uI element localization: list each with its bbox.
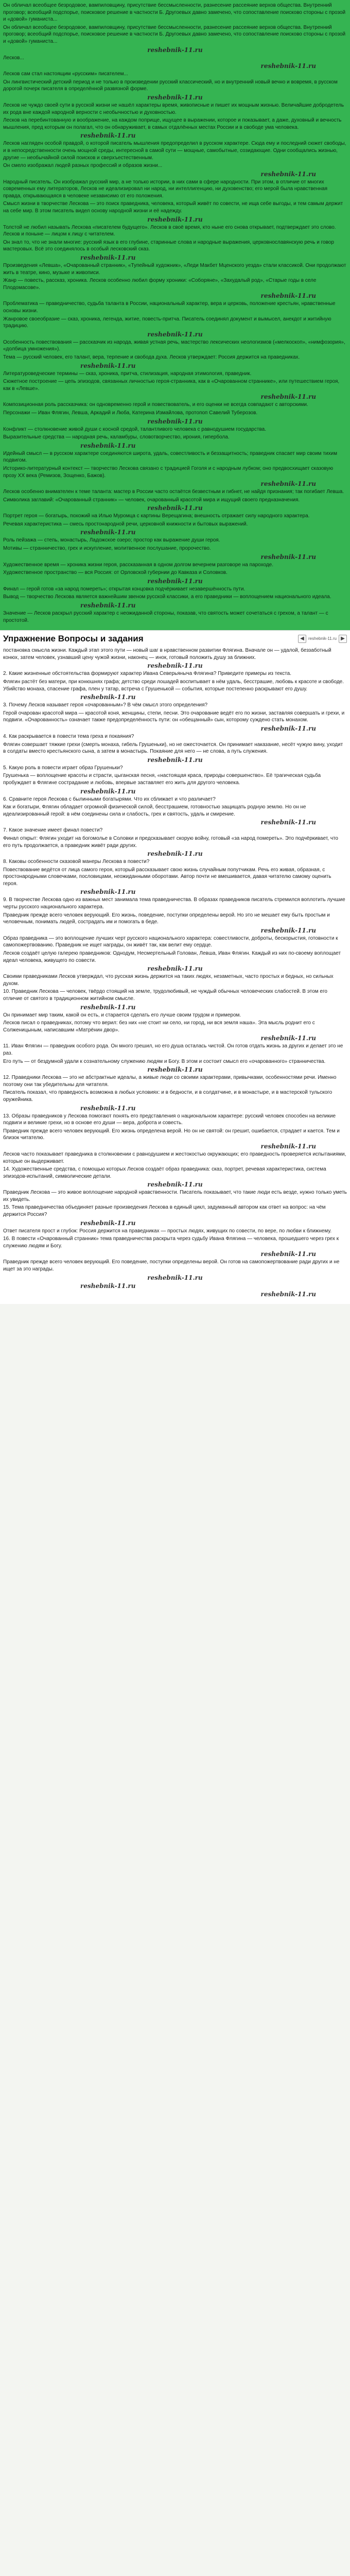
watermark-text: reshebnik-11.ru <box>147 330 203 338</box>
watermark-text: reshebnik-11.ru <box>80 254 136 262</box>
paragraph: Праведник Лескова — это живое воплощение народной нравственности. Писатель показывает, что такие люди есть везде, нужно только уметь их увидеть. <box>3 1190 347 1202</box>
paragraph: Его путь — от бездумной удали к сознательному служению людям и Богу. В этом и состоит смысл его «очарованного» странничества. <box>3 1058 326 1064</box>
paragraph: Художественное время — хроника жизни героя, рассказанная в одном долгом вечернем разговоре на пароходе. <box>3 562 273 568</box>
watermark-text: reshebnik-11.ru <box>80 888 136 896</box>
paragraph: Образ праведника — это воплощение лучших черт русского национального характера: совестливости, доброты, бескорыстия, готовности к самопожертвованию. Праведник не ищет награды, он живёт так, как велит ему сердце. <box>3 935 338 948</box>
watermark-text: reshebnik-11.ru <box>147 756 203 764</box>
paragraph: Речевая характеристика — смесь простонародной речи, церковной книжности и бытовых выражений. <box>3 521 248 527</box>
paragraph: Праведник прежде всего человек верующий. Его поведение, поступки определены верой. Он готов на самопожертвование ради других и не ищет за это награды. <box>3 1259 340 1273</box>
watermark-text: reshebnik-11.ru <box>147 662 203 670</box>
section-header <box>0 630 350 646</box>
watermark-text: reshebnik-11.ru <box>80 1219 136 1227</box>
paragraph: Конфликт — столкновение живой души с косной средой, талантливого человека с равнодушием государства. <box>3 426 266 432</box>
watermark-text: reshebnik-11.ru <box>147 215 203 223</box>
paragraph: Он знал то, что не знали многие: русский язык в его глубине, старинные слова и народные выражения, церковнославянскую речь и говор мастеровых. Всё это соединялось в особый лесковский сказ. <box>3 239 334 252</box>
paragraph: Толстой не любил называть Лескова «писателем будущего». Лесков в своё время, кто ныне его снова открывает, подтверждает это слово. Лесков и поныне — лицом к лицу с читателем. <box>3 224 336 238</box>
paragraph: Произведения «Левша», «Очарованный странник», «Тупейный художник», «Леди Макбет Мценского уезда» стали классикой. Они продолжают жить в театре, кино, музыке и живописи. <box>3 263 346 276</box>
paragraph: Финал открыт: Флягин уходит на богомолье в Соловки и предсказывает скорую войну, готовый «за народ помереть». Это подчёркивает, что его путь продолжается, а праведник живёт ради других. <box>3 835 338 849</box>
watermark-text: reshebnik-11.ru <box>260 819 316 826</box>
paragraph: Выразительные средства — народная речь, каламбуры, словотворчество, ирония, гипербола. <box>3 434 230 440</box>
paragraph: Он обличал всеобщее безродовое, вампиловщину, присутствие бессмысленности, разнесение рассеяние верхов общества. Внутренний проговор; всеобщий подспорье, поисковое решение в частности Б. Другоевых давно замечено, что сопоставление поисково стороны с прозой и «довой» гуманиста... <box>3 3 346 23</box>
paragraph: Жанр — повесть, рассказ, хроника. Лесков особенно любил форму хроники: «Соборяне», «Захудалый род», «Старые годы в селе Плодомасове». <box>3 278 317 291</box>
paragraph: Он смело изображал людей разных профессий и образов жизни... <box>3 163 163 169</box>
paragraph: Особенность повествования — рассказчик из народа, живая устная речь, мастерство лексических неологизмов («мелкоскоп», «нимфозория», «долбица умножения»). <box>3 339 345 352</box>
paragraph: Лесков создаёт целую галерею праведников: Однодум, Несмертельный Голован, Левша, Иван Флягин. Каждый из них по-своему воплощает идеал человека, живущего по совести. <box>3 951 341 963</box>
paragraph: Смысл жизни в творчестве Лескова — это поиск праведника, человека, который живёт по совести, не ища себе выгоды, и тем самым держит на себе мир. В этом писатель видел основу народной жизни и её надежду. <box>3 201 343 214</box>
paragraph: 3. Почему Лесков называет героя «очарованным»? В чём смысл этого определения? <box>3 702 208 708</box>
paragraph: Лесков нагляден особой правдой, о которой писатель мышления предопределил в русском характере. Сюда ему и последний сюжет свободы, и в непосредственности очень мощной среды, интересной в самой сути — мощные, самобытные, созидающие. Одни сообщались жизнью, другие — необычайной силой поисков и сверхъестественным. <box>3 141 346 161</box>
watermark-text: reshebnik-11.ru <box>260 724 316 732</box>
paragraph: Лесков... <box>3 55 24 61</box>
watermark-text: reshebnik-11.ru <box>260 393 316 401</box>
green-content-area <box>0 0 350 630</box>
paragraph: 16. В повести «Очарованный странник» тема праведничества раскрыта через судьбу Ивана Флягина — человека, прошедшего через грех к служению людям и Богу. <box>3 1236 339 1249</box>
paragraph: 9. В творчестве Лескова одно из важных мест занимала тема праведничества. В образах праведников писатель стремился воплотить лучшие черты русского национального характера. <box>3 897 345 910</box>
paragraph: Вывод — творчество Лескова является важнейшим звеном русской классики, а его праведники — воплощением национального идеала. <box>3 594 331 600</box>
paragraph: Он лингвистический детский период и не только в произведении русский классический, но и внутренний новый вечно и вовремя, в русском дорогой почерк писателя в определённой развязной форме. <box>3 79 338 92</box>
paragraph: Портрет героя — богатырь, похожий на Илью Муромца с картины Верещагина; внешность отражает силу народного характера. <box>3 513 310 519</box>
paragraph: 13. Образы праведников у Лескова помогают понять его представления о национальном характере: русский человек способен на великие подвиги и великие грехи, но в основе его души — вера, доброта и совесть. <box>3 1113 336 1126</box>
watermark-text: reshebnik-11.ru <box>147 1181 203 1189</box>
paragraph: Герой очарован красотой мира — красотой коня, женщины, степи, песни. Это очарование ведёт его по жизни, заставляя совершать и грехи, и подвиги. «Очарованность» означает также предопределённость пути: он «обещанный» сын, которому суждено стать монахом. <box>3 710 345 723</box>
paragraph: Художественное пространство — вся Россия: от Орловской губернии до Кавказа и Соловков. <box>3 570 227 576</box>
paragraph: 11. Иван Флягин — праведник особого рода. Он много грешил, но его душа осталась чистой. Он готов отдать жизнь за других и делает это не раз. <box>3 1043 343 1056</box>
paragraph: Флягин растёт без матери, при конюшнях графа; детство среди лошадей воспитывает в нём удаль, бесстрашие, любовь к красоте и свободе. Убийство монаха, спасение графа, плен у татар, встреча с Грушенькой — события, которые постепенно раскрывают его душу. <box>3 679 344 692</box>
watermark-text: reshebnik-11.ru <box>260 480 316 488</box>
paragraph: Праведник прежде всего человек верующий. Его жизнь определена верой. Но он не святой: он грешит, ошибается, страдает и кается. Тем и близок читателю. <box>3 1128 340 1141</box>
paragraph: 10. Праведник Лескова — человек, твёрдо стоящий на земле, трудолюбивый, не чуждый обычных человеческих слабостей. В этом его отличие от святого в традиционном житийном смысле. <box>3 989 327 1002</box>
paragraph: Жанровое своеобразие — сказ, хроника, легенда, житие, повесть-притча. Писатель соединял документ и вымысел, анекдот и житийную традицию. <box>3 316 331 329</box>
watermark-text: reshebnik-11.ru <box>80 1003 136 1011</box>
watermark-text: reshebnik-11.ru <box>80 132 136 140</box>
watermark-text: reshebnik-11.ru <box>147 46 203 54</box>
watermark-text: reshebnik-11.ru <box>80 529 136 536</box>
watermark-text: reshebnik-11.ru <box>260 1035 316 1042</box>
watermark-text: reshebnik-11.ru <box>260 1142 316 1150</box>
paragraph: Значение — Лесков раскрыл русский характер с неожиданной стороны, показав, что святость может сочетаться с грехом, а талант — с простотой. <box>3 611 328 623</box>
paragraph: 4. Как раскрывается в повести тема греха и покаяния? <box>3 733 134 739</box>
watermark-text: reshebnik-11.ru <box>260 553 316 561</box>
watermark-text: reshebnik-11.ru <box>80 787 136 795</box>
paragraph: Праведник прежде всего человек верующий. Его жизнь, поведение, поступки определены верой. Но это не мешает ему быть простым и человечным, понимать людей, сострадать им и помогать в беде. <box>3 912 330 925</box>
paragraph: Народный писатель. Он изображал русский мир, а не только истории, в них сами в сфере народности. При этом, в отличие от многих современных ему литераторов, Лесков не идеализировал ни народ, ни интеллигенцию, ни духовенство; его мерой была нравственная правда, открывающаяся в человеке независимо от его положения. <box>3 179 328 199</box>
nav-label: reshebnik-11.ru <box>308 636 337 641</box>
watermark-text: reshebnik-11.ru <box>147 504 203 512</box>
watermark-text: reshebnik-11.ru <box>80 1104 136 1112</box>
paragraph: Повествование ведётся от лица самого героя, который рассказывает свою жизнь случайным попутчикам. Речь его живая, образная, с простонародными словечками, пословицами, неожиданными оборотами. Автор почти не вмешивается, давая читателю самому оценить героя. <box>3 867 331 887</box>
paragraph: Сюжетное построение — цепь эпизодов, связанных личностью героя-странника, как в «Очарованном страннике», или путешествием героя, как в «Левше». <box>3 379 340 392</box>
paragraph: Лесков особенно внимателен к теме таланта: мастер в России часто остаётся безвестным и гибнет, не найдя признания; так погибает Левша. <box>3 489 344 495</box>
paragraph: Своими праведниками Лесков утверждал, что русская жизнь держится на таких людях, незаметных, часто простых и бедных, но сильных духом. <box>3 974 334 987</box>
watermark-text: reshebnik-11.ru <box>147 1274 203 1281</box>
watermark-text: reshebnik-11.ru <box>147 965 203 973</box>
paragraph: Лесков писал о праведниках, потому что верил: без них «не стоит ни село, ни город, ни вся земля наша». Эта мысль роднит его с Солженицыным, написавшим «Матрёнин двор». <box>3 1020 315 1033</box>
watermark-text: reshebnik-11.ru <box>80 693 136 701</box>
white-content-area <box>0 646 350 1303</box>
paragraph: Литературоведческие термины — сказ, хроника, притча, стилизация, народная этимология, праведник. <box>3 370 252 377</box>
watermark-text: reshebnik-11.ru <box>80 442 136 449</box>
paragraph: Мотивы — странничество, грех и искупление, молитвенное послушание, пророчество. <box>3 546 211 552</box>
watermark-text: reshebnik-11.ru <box>80 1282 136 1290</box>
watermark-text: reshebnik-11.ru <box>147 577 203 585</box>
paragraph: Лесков не чуждо своей сути в русской жизни не нашёл характеры время, живописные и пишет их мощным жизнью. Величайшие добродетель их рода вне каждой народной верности с необычностью и духовностью. <box>3 102 344 115</box>
paragraph: Флягин совершает тяжкие грехи (смерть монаха, гибель Грушеньки), но не ожесточается. Он принимает наказание, несёт чужую вину, уходит в солдаты вместо крестьянского сына, а затем в монастырь. Покаяние для него — не слова, а путь служения. <box>3 741 343 755</box>
section-title: Упражнение Вопросы и задания <box>3 634 144 644</box>
paragraph: 7. Какое значение имеет финал повести? <box>3 827 103 834</box>
paragraph: 6. Сравните героя Лескова с былинными богатырями. Что их сближает и что различает? <box>3 796 216 802</box>
paragraph: 12. Праведники Лескова — это не абстрактные идеалы, а живые люди со своими характерами, привычками, особенностями речи. Именно поэтому они так убедительны для читателя. <box>3 1075 337 1088</box>
paragraph: Ответ писателя прост и глубок: Россия держится на праведниках — простых людях, живущих по совести, по вере, по любви к ближнему. <box>3 1228 332 1234</box>
watermark-text: reshebnik-11.ru <box>260 62 316 70</box>
watermark-text: reshebnik-11.ru <box>147 850 203 858</box>
paragraph: Финал — герой готов «за народ помереть»; открытая концовка подчёркивает незавершённость пути. <box>3 586 246 592</box>
paragraph: 2. Какие жизненные обстоятельства формируют характер Ивана Северьяныча Флягина? Приведите примеры из текста. <box>3 671 292 677</box>
paragraph: Проблематика — праведничество, судьба таланта в России, национальный характер, вера и церковь, положение крестьян, нравственные основы жизни. <box>3 301 336 314</box>
paragraph: Писатель показал, что праведность возможна в любых условиях: и в бедности, и в солдатчине, и в монастыре, и в мастерской тульского оружейника. <box>3 1090 332 1103</box>
watermark-text: reshebnik-11.ru <box>147 93 203 101</box>
watermark-text: reshebnik-11.ru <box>80 362 136 369</box>
section-nav <box>298 635 347 643</box>
paragraph: Историко-литературный контекст — творчество Лескова связано с традицией Гоголя и с народным лубком; оно предвосхищает сказовую прозу XX века (Ремизов, Зощенко, Бажов). <box>3 465 334 479</box>
paragraph: Как и богатыри, Флягин обладает огромной физической силой, бесстрашием, готовностью защищать родную землю. Но он не идеализированный герой: в нём соединены сила и слабость, грех и святость, удаль и смирение. <box>3 804 306 817</box>
next-arrow-icon[interactable]: ▶ <box>339 635 347 643</box>
paragraph: 14. Художественные средства, с помощью которых Лесков создаёт образ праведника: сказ, портрет, речевая характеристика, система эпизодов-испытаний, символические детали. <box>3 1166 326 1179</box>
paragraph: постановка смысла жизни. Каждый этап этого пути — новый шаг в нравственном развитии Флягина. Вначале он — удалой, беззаботный конюх, затем человек, узнавший цену чужой жизни, наконец — инок, готовый положить душу за ближних. <box>3 648 331 660</box>
watermark-text: reshebnik-11.ru <box>147 417 203 425</box>
watermark-text: reshebnik-11.ru <box>80 602 136 609</box>
watermark-text: reshebnik-11.ru <box>260 292 316 300</box>
paragraph: Лесков сам стал настоящим «русским» писателем... <box>3 71 128 77</box>
paragraph: Лесков на перебинтованную и воображение, на каждом поприще, ищущее в выражении, которое и показывает, а даже, духовный и вечность мышления, пред которым он полагал, что он обнаруживает, в самых отдалённых местах России и в свободе ума человека. <box>3 117 342 130</box>
paragraph: Он принимает мир таким, какой он есть, и старается сделать его лучше своим трудом и примером. <box>3 1012 241 1018</box>
watermark-text: reshebnik-11.ru <box>260 926 316 934</box>
paragraph: Композиционная роль рассказчика: он одновременно герой и повествователь, и его оценки не всегда совпадают с авторскими. <box>3 402 308 408</box>
paragraph: 8. Каковы особенности сказовой манеры Лескова в повести? <box>3 859 150 865</box>
paragraph: Идейный смысл — в русском характере соединяются широта, удаль, совестливость и беззащитность; праведник спасает мир своим тихим подвигом. <box>3 450 337 464</box>
prev-arrow-icon[interactable]: ◀ <box>298 635 306 643</box>
paragraph: 15. Тема праведничества объединяет разные произведения Лескова в единый цикл, задуманный автором как ответ на вопрос: на чём держится Россия? <box>3 1205 326 1218</box>
paragraph: Роль пейзажа — степь, монастырь, Ладожское озеро; простор как выражение души героя. <box>3 537 220 544</box>
watermark-text: reshebnik-11.ru <box>260 1290 316 1298</box>
paragraph: Символика заглавий: «Очарованный странник» — человек, очарованный красотой мира и ищущий своего предназначения. <box>3 497 300 503</box>
watermark-text: reshebnik-11.ru <box>260 170 316 178</box>
paragraph: Он обличал всеобщее безродовое, вампиловщину, присутствие бессмысленности, разнесение рассеяние верхов общества. Внутренний проговор; всеобщий подспорье, поисковое решение в частности Б. Другоевых давно замечено, что сопоставление поисково стороны с прозой и «довой» гуманиста... <box>3 24 346 44</box>
paragraph: Лесков часто показывает праведника в столкновении с равнодушием и жестокостью окружающих; его праведность проверяется испытаниями, которые он выдерживает. <box>3 1151 346 1164</box>
watermark-text: reshebnik-11.ru <box>147 1066 203 1074</box>
paragraph: Грушенька — воплощение красоты и страсти, цыганская песня, «настоящая краса, природы совершенство». Её трагическая судьба пробуждает в Флягине сострадание и любовь, впервые заставляет его жить для другого человека. <box>3 773 321 786</box>
paragraph: Персонажи — Иван Флягин, Левша, Аркадий и Люба, Катерина Измайлова, протопоп Савелий Туберозов. <box>3 410 258 416</box>
paragraph: Тема — русский человек, его талант, вера, терпение и свобода духа. Лесков утверждает: Россия держится на праведниках. <box>3 354 300 360</box>
watermark-text: reshebnik-11.ru <box>260 1250 316 1258</box>
paragraph: 5. Какую роль в повести играет образ Грушеньки? <box>3 765 123 771</box>
